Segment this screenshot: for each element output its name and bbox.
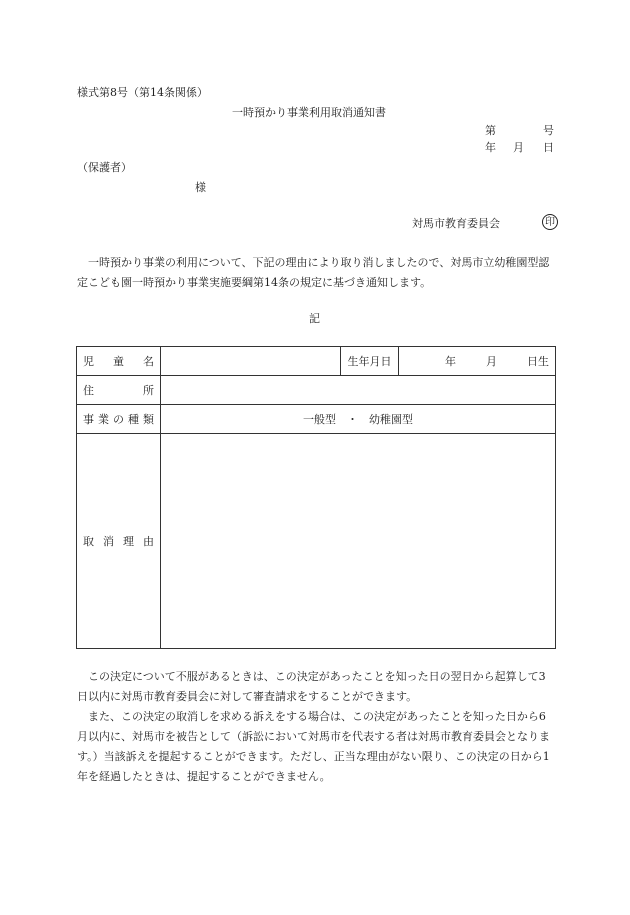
- address-label: [77, 376, 161, 405]
- dob-year: 年: [445, 355, 456, 368]
- label-char: 種: [128, 413, 139, 426]
- label-char: 事: [83, 413, 94, 426]
- lawsuit-notice: また、この決定の取消しを求める訴えをする場合は、この決定があったことを知った日から6月以内に、対馬市を被告として（訴訟において対馬市を代表する者は対馬市教育委員会となります。）当該訴えを提起することができます。ただし、正当な理由がない限り、この決定の日から1年を経過したときは、提起することができません。: [77, 710, 550, 783]
- date-year-label: 年: [485, 141, 496, 154]
- reason-field[interactable]: [161, 434, 556, 649]
- label-char: 業: [98, 413, 109, 426]
- label-char: 住: [83, 384, 94, 397]
- dob-month: 月: [486, 355, 497, 368]
- dob-field[interactable]: [399, 347, 556, 376]
- address-field[interactable]: [161, 376, 556, 405]
- appeal-notice: この決定について不服があるときは、この決定があったことを知った日の翌日から起算して3日以内に対馬市教育委員会に対して審査請求をすることができます。: [77, 670, 546, 703]
- label-char: 理: [123, 535, 134, 548]
- issuer-name: 対馬市教育委員会: [412, 217, 500, 230]
- dob-day: 日生: [527, 355, 549, 368]
- reason-row: [77, 434, 556, 649]
- ki-heading: 記: [309, 312, 320, 325]
- label-char: 由: [143, 535, 154, 548]
- label-char: 類: [143, 413, 154, 426]
- label-char: 児: [83, 355, 94, 368]
- label-char: の: [113, 413, 124, 426]
- label-char: 所: [143, 384, 154, 397]
- intro-paragraph: 一時預かり事業の利用について、下記の理由により取り消しましたので、対馬市立幼稚園型認定こども園一時預かり事業実施要綱第14条の規定に基づき通知します。: [77, 256, 550, 289]
- label-char: 取: [83, 535, 94, 548]
- type-label: [77, 405, 161, 434]
- date-month-label: 月: [513, 141, 524, 154]
- type-row: [77, 405, 556, 434]
- label-char: 名: [143, 355, 154, 368]
- reason-label: [77, 434, 161, 649]
- form-number: 様式第8号（第14条関係）: [77, 86, 208, 99]
- date-day-label: 日: [543, 141, 554, 154]
- type-options[interactable]: 一般型 ・ 幼稚園型: [161, 405, 556, 434]
- recipient-label: （保護者）: [77, 161, 132, 174]
- honorific: 様: [195, 181, 206, 194]
- seal-mark: 印: [542, 214, 558, 230]
- number-suffix: 号: [543, 124, 554, 137]
- child-name-field[interactable]: [161, 347, 341, 376]
- label-char: 童: [113, 355, 124, 368]
- document-title: 一時預かり事業利用取消通知書: [232, 106, 386, 119]
- label-char: 消: [103, 535, 114, 548]
- child-name-label: [77, 347, 161, 376]
- notification-form-table: [76, 346, 556, 649]
- child-row: [77, 347, 556, 376]
- dob-label: 生年月日: [341, 347, 399, 376]
- address-row: [77, 376, 556, 405]
- number-prefix: 第: [485, 124, 496, 137]
